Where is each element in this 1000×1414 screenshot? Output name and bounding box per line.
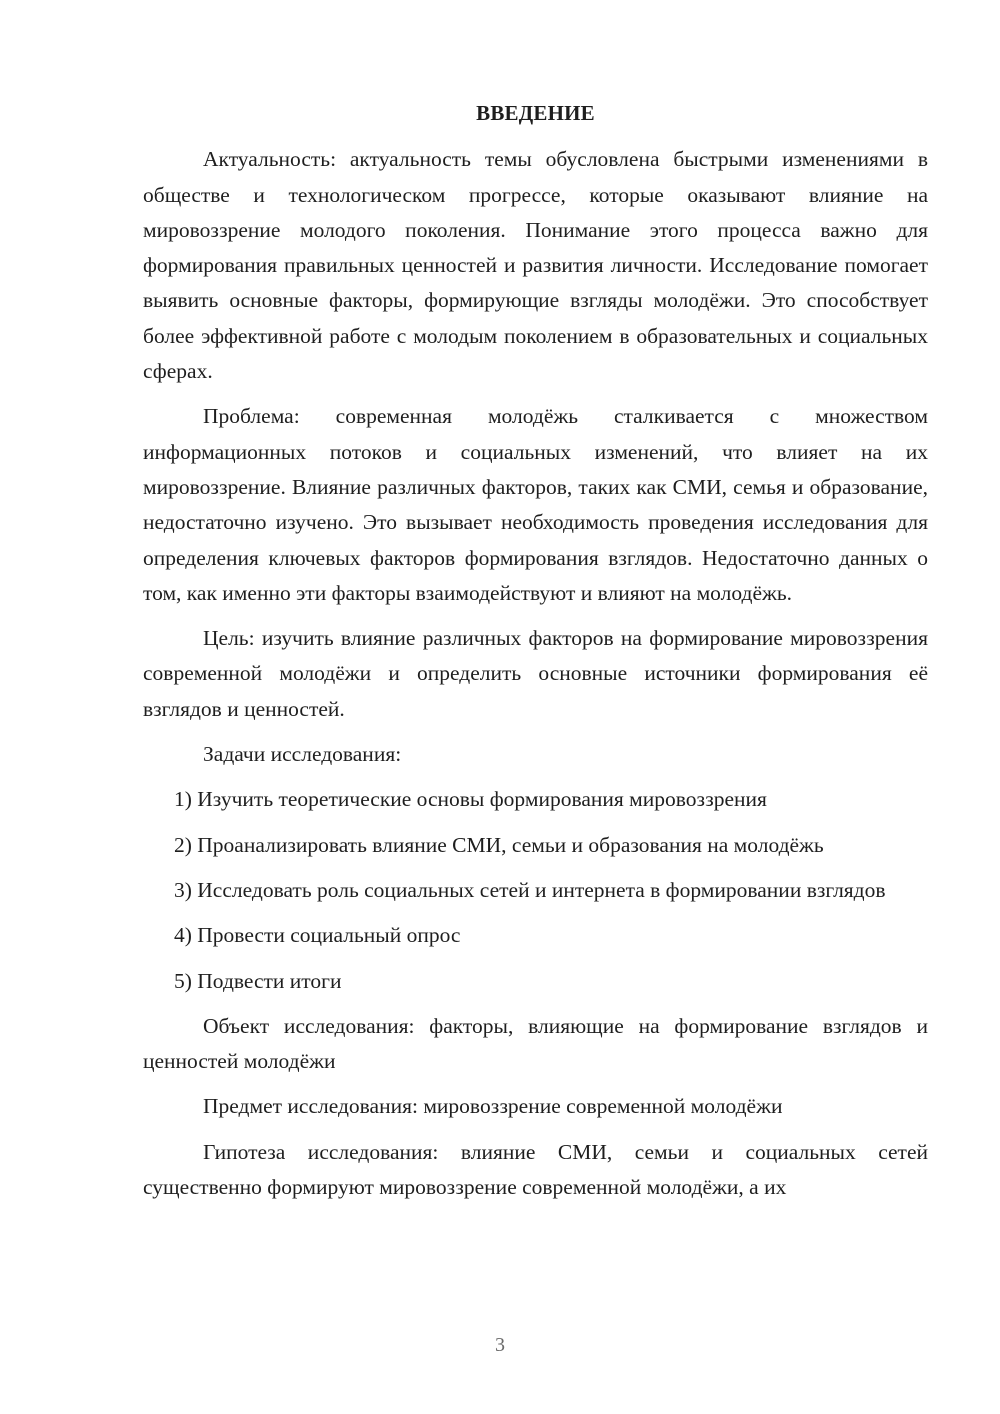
- task-item-3: 3) Исследовать роль социальных сетей и интернета в формировании взглядов: [174, 877, 886, 902]
- paragraph-tasks-heading: Задачи исследования:: [203, 742, 402, 767]
- page-content: [143, 96, 928, 1215]
- paragraph-problem: Проблема: современная молодёжь сталкивается с множеством информационных потоков и социальных изменений, что влияет на их мировоззрение. Влияние различных факторов, таких как СМИ, семья и образование, недостаточно изучено. Это вызывает необходимость проведения исследования для определения ключевых факторов формирования взглядов. Недостаточно данных о том, как именно эти факторы взаимодействуют и влияют на молодёжь.: [143, 404, 928, 605]
- page-title: ВВЕДЕНИЕ: [476, 101, 595, 125]
- paragraph-relevance: Актуальность: актуальность темы обусловлена быстрыми изменениями в обществе и технологическом прогрессе, которые оказывают влияние на мировоззрение молодого поколения. Понимание этого процесса важно для формирования правильных ценностей и развития личности. Исследование помогает выявить основные факторы, формирующие взгляды молодёжи. Это способствует более эффективной работе с молодым поколением в образовательных и социальных сферах.: [143, 147, 928, 384]
- paragraph-object: Объект исследования: факторы, влияющие на формирование взглядов и ценностей молодёжи: [143, 1013, 928, 1074]
- paragraph-goal: Цель: изучить влияние различных факторов на формирование мировоззрения современной молодёжи и определить основные источники формирования её взглядов и ценностей.: [143, 626, 928, 721]
- task-item-5: 5) Подвести итоги: [174, 968, 342, 993]
- task-item-1: 1) Изучить теоретические основы формирования мировоззрения: [174, 787, 767, 812]
- task-item-4: 4) Провести социальный опрос: [174, 923, 461, 948]
- paragraph-hypothesis: Гипотеза исследования: влияние СМИ, семьи и социальных сетей существенно формируют мировоззрение современной молодёжи, а их: [143, 1139, 928, 1200]
- page-number: 3: [495, 1334, 505, 1356]
- task-item-2: 2) Проанализировать влияние СМИ, семьи и образования на молодёжь: [174, 832, 824, 857]
- paragraph-subject: Предмет исследования: мировоззрение современной молодёжи: [203, 1094, 783, 1119]
